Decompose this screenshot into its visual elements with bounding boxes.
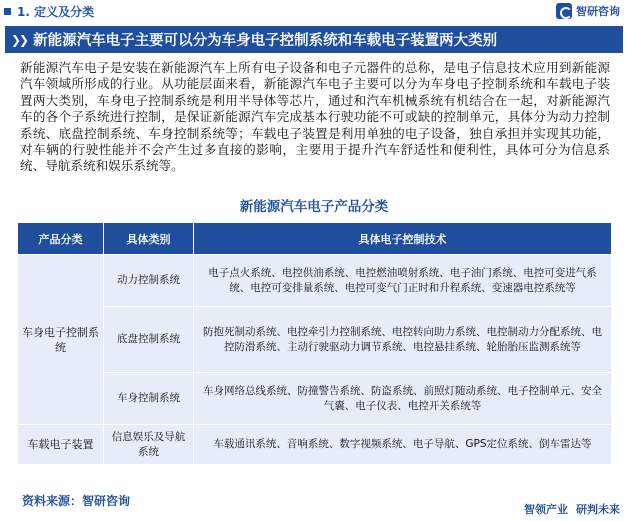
logo-text: 智研咨询 [576,5,620,18]
header-subcategory: 具体类别 [104,223,194,255]
header-technology: 具体电子控制技术 [194,223,612,255]
classification-table [17,222,612,465]
technology-cell: 电子点火系统、电控供油系统、电控燃油喷射系统、电子油门系统、电控可变进气系统、电控可变排量系统、电控可变气门正时和升程系统、变速器电控系统等 [194,255,612,307]
table-row [18,373,612,425]
category-cell: 车载电子装置 [18,425,104,465]
intro-paragraph: 新能源汽车电子是安装在新能源汽车上所有电子设备和电子元器件的总称，是电子信息技术应用到新能源汽车领域所形成的行业。从功能层面来看，新能源汽车电子主要可以分为车身电子控制系统和车载电子装置两大类别，车身电子控制系统是利用半导体等芯片，通过和汽车机械系统有机结合在一起，对新能源汽车的各个子系统进行控制，是保证新能源汽车完成基本行驶功能不可或缺的控制单元，具体分为动力控制系统、底盘控制系统、车身控制系统等；车载电子装置是利用单独的电子设备，独自承担并实现其功能，对车辆的行驶性能并不会产生过多直接的影响，主要用于提升汽车舒适性和便利性，具体可分为信息系统、导航系统和娱乐系统等。 [20,60,610,174]
subcategory-cell: 动力控制系统 [104,255,194,307]
section-label: 1. 定义及分类 [17,4,95,19]
source-label: 资料来源： [22,494,83,508]
table-row [18,307,612,373]
source-value: 智研咨询 [82,494,131,508]
table-title: 新能源汽车电子产品分类 [239,199,389,215]
subcategory-cell: 信息娱乐及导航系统 [104,425,194,465]
source-note [22,492,130,509]
table-row [18,425,612,465]
title-banner [5,26,623,53]
table-header-row [18,223,612,255]
category-cell: 车身电子控制系统 [18,255,104,425]
technology-cell: 车身网络总线系统、防撞警告系统、防盗系统、前照灯随动系统、电子控制单元、安全气囊、电子仪表、电控开关系统等 [194,373,612,425]
brand-logo [556,3,620,19]
technology-cell: 车载通讯系统、音响系统、数字视频系统、电子导航、GPS定位系统、倒车雷达等 [194,425,612,465]
subcategory-cell: 底盘控制系统 [104,307,194,373]
footer-slogan [524,501,620,517]
chevron-right-icon: ❯❯ [11,32,28,47]
header-category: 产品分类 [18,223,104,255]
subcategory-cell: 车身控制系统 [104,373,194,425]
section-marker-icon [4,8,11,15]
technology-cell: 防抱死制动系统、电控牵引力控制系统、电控转向助力系统、电控制动力分配系统、电控防滑系统、主动行驶驱动力调节系统、电控悬挂系统、轮胎胎压监测系统等 [194,307,612,373]
banner-title: 新能源汽车电子主要可以分为车身电子控制系统和车载电子装置两大类别 [33,33,498,49]
logo-icon [556,3,572,19]
slogan-right: 研判未来 [576,503,620,516]
section-header [0,0,628,22]
table-row [18,255,612,307]
slogan-left: 智领产业 [524,503,568,516]
